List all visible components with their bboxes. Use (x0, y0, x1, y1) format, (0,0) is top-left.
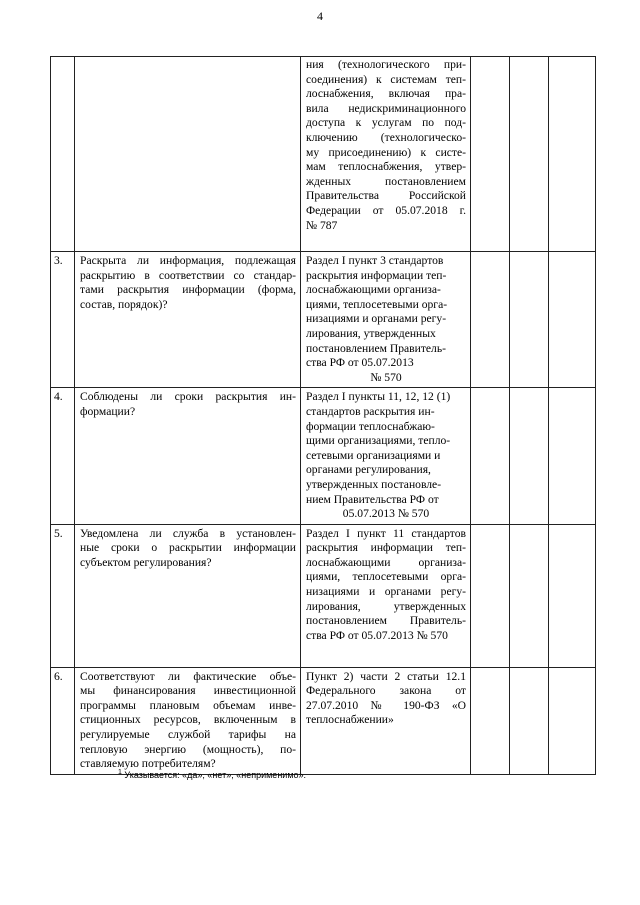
source-line: стандартов раскрытия ин- (306, 404, 435, 418)
checklist-table (50, 56, 596, 775)
question-cell (75, 667, 301, 774)
question-line: формации? (80, 404, 136, 418)
table-row (51, 57, 596, 252)
source-line: 27.07.2010 № 190-ФЗ «О (306, 698, 466, 712)
source-line: ключению (технологическо- (306, 130, 466, 144)
source-line: формации теплоснабжаю- (306, 419, 435, 433)
source-line: вила недискриминационного (306, 101, 466, 115)
answer-cell (471, 57, 510, 252)
question-cell (75, 57, 301, 252)
answer-cell (510, 667, 549, 774)
source-line: ства РФ от 05.07.2013 № 570 (306, 628, 448, 642)
source-line: раскрытия информации теп- (306, 268, 447, 282)
note-cell (549, 57, 596, 252)
source-line: ства РФ от 05.07.2013 (306, 356, 414, 370)
page-number: 4 (317, 9, 323, 23)
source-line: № 570 (370, 370, 402, 384)
source-line: Раздел I пункты 11, 12, 12 (1) (306, 390, 451, 404)
table-row (51, 524, 596, 667)
source-line: Раздел I пункт 11 стандартов (306, 526, 466, 540)
source-line: му присоединению) к систе- (306, 145, 466, 159)
answer-cell (471, 388, 510, 524)
source-line: Федерального закона от (306, 684, 466, 698)
source-line: раскрытия информации теп- (306, 541, 466, 555)
source-line: мам теплоснабжения, утвер- (306, 160, 466, 174)
footnote-marker: 1 (118, 769, 122, 776)
question-line: Раскрыта ли информация, подлежащая (80, 254, 296, 267)
source-line: соединения) к системам теп- (306, 72, 466, 86)
source-line: циями, теплосетевыми орга- (306, 570, 466, 584)
question-line: тами раскрытия информации (форма, (80, 283, 296, 297)
question-line: субъектом регулирования? (80, 555, 212, 569)
note-cell (549, 252, 596, 388)
row-number-cell: 4. (51, 388, 75, 524)
source-line: щими организациями, тепло- (306, 434, 451, 448)
answer-cell (471, 524, 510, 667)
source-line: постановлением Правитель- (306, 341, 446, 355)
answer-cell (510, 57, 549, 252)
legal-source-cell (301, 252, 471, 388)
question-line: состав, порядок)? (80, 297, 168, 311)
source-line: органами регулирования, (306, 463, 431, 477)
question-line: Уведомлена ли служба в установлен- (80, 526, 296, 540)
source-line: утвержденных постановле- (306, 477, 442, 491)
question-line: стиционных ресурсов, включенным в (80, 713, 296, 727)
source-line: № 787 (306, 218, 338, 232)
question-line: мы финансирования инвестиционной (80, 684, 296, 698)
footnote-text: Указывается: «да», «нет», «неприменимо». (124, 770, 307, 780)
legal-source-cell (301, 57, 471, 252)
answer-cell (510, 524, 549, 667)
answer-cell (471, 252, 510, 388)
legal-source-cell (301, 388, 471, 524)
source-line: сетевыми организациями и (306, 448, 441, 462)
note-cell (549, 388, 596, 524)
source-line: лирования, утвержденных (306, 326, 436, 340)
legal-source-cell (301, 667, 471, 774)
source-line: ния (технологического при- (306, 58, 466, 71)
footnote (118, 769, 306, 780)
question-line: ставляемую потребителям? (80, 757, 216, 771)
source-line: нием Правительства РФ от (306, 492, 439, 506)
source-line: Раздел I пункт 3 стандартов (306, 254, 444, 267)
table-row (51, 388, 596, 524)
question-line: регулируемые службой тарифы на (80, 728, 296, 742)
source-line: циями, теплосетевыми орга- (306, 297, 448, 311)
question-line: раскрытию в соответствии со стандар- (80, 268, 296, 282)
source-line: лоснабжающими организа- (306, 283, 441, 297)
row-number-cell: 6. (51, 667, 75, 774)
question-cell (75, 388, 301, 524)
source-line: низациями и органами регу- (306, 312, 447, 326)
legal-source-cell (301, 524, 471, 667)
source-line: жденных постановлением (306, 174, 466, 188)
table-row (51, 667, 596, 774)
source-line: лирования, утвержденных (306, 599, 466, 613)
source-line: Правительства Российской (306, 189, 466, 203)
question-line: Соответствуют ли фактические объе- (80, 669, 296, 683)
note-cell (549, 667, 596, 774)
question-line: Соблюдены ли сроки раскрытия ин- (80, 390, 296, 404)
question-cell (75, 252, 301, 388)
row-number-cell: 3. (51, 252, 75, 388)
question-cell (75, 524, 301, 667)
answer-cell (510, 252, 549, 388)
row-number-cell: 5. (51, 524, 75, 667)
note-cell (549, 524, 596, 667)
question-line: ные сроки о раскрытии информации (80, 541, 296, 555)
source-line: Федерации от 05.07.2018 г. (306, 203, 466, 217)
table-row (51, 252, 596, 388)
source-line: доступа к услугам по под- (306, 116, 466, 130)
answer-cell (471, 667, 510, 774)
answer-cell (510, 388, 549, 524)
source-line: лоснабжения, включая пра- (306, 87, 466, 101)
source-line: лоснабжающими организа- (306, 555, 466, 569)
row-number-cell (51, 57, 75, 252)
source-line: Пункт 2) части 2 статьи 12.1 (306, 669, 466, 683)
source-line: низациями и органами регу- (306, 585, 466, 599)
source-line: теплоснабжении» (306, 713, 394, 727)
source-line: 05.07.2013 № 570 (342, 507, 430, 521)
question-line: тепловую энергию (мощность), по- (80, 742, 296, 756)
question-line: программы плановым объемам инве- (80, 698, 296, 712)
source-line: постановлением Правитель- (306, 614, 466, 628)
